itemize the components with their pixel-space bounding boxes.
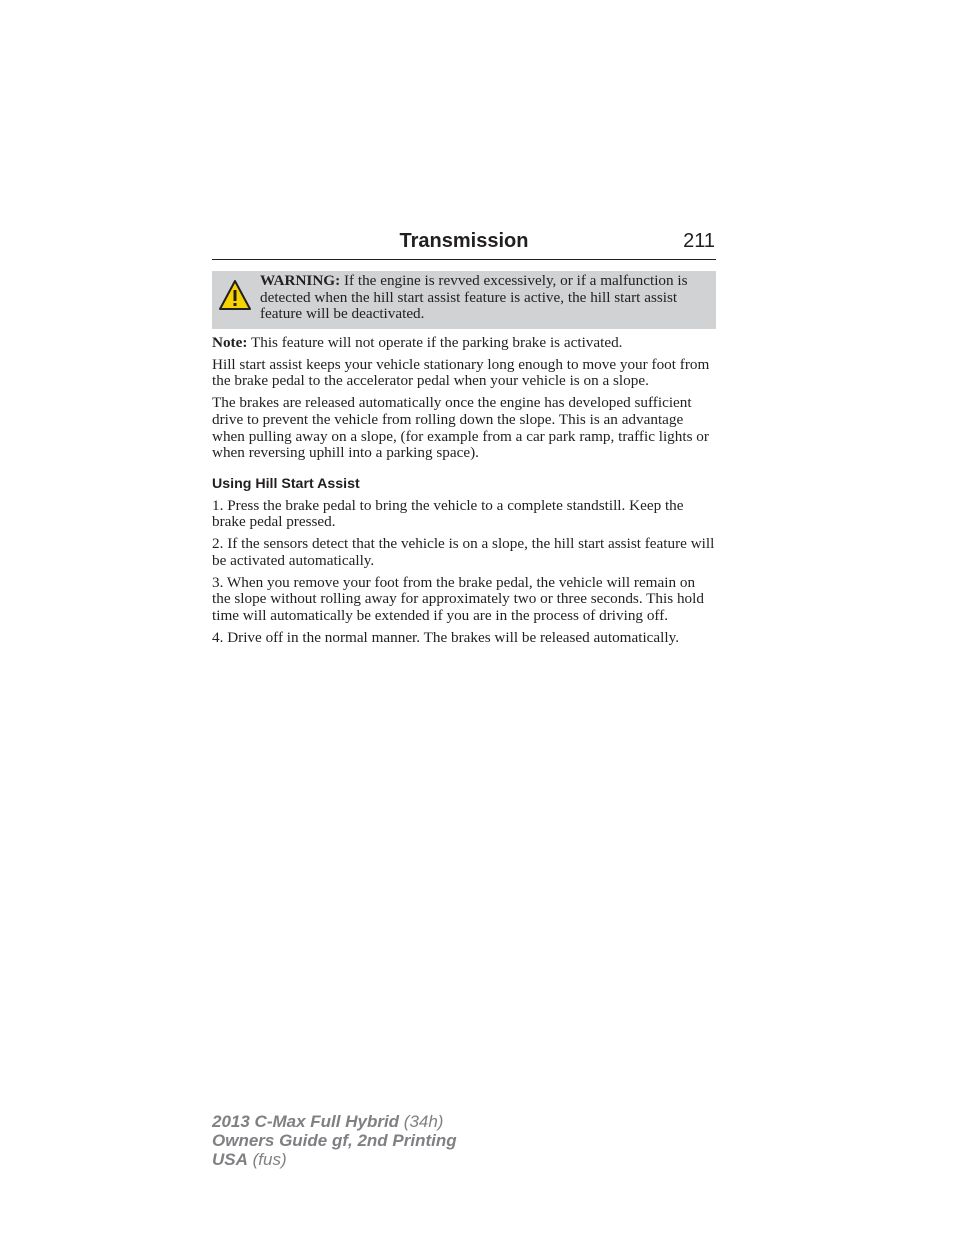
page-header <box>212 228 716 260</box>
footer-market: USA <box>212 1150 248 1169</box>
footer-market-code: (fus) <box>247 1150 287 1169</box>
footer <box>212 1112 457 1169</box>
footer-line-market <box>212 1150 457 1169</box>
page-content <box>212 271 716 652</box>
note-paragraph <box>212 335 716 352</box>
warning-triangle-icon <box>218 279 252 313</box>
note-text: This feature will not operate if the parking brake is activated. <box>247 333 623 351</box>
footer-model: 2013 C-Max Full Hybrid <box>212 1112 400 1131</box>
page-number: 211 <box>683 230 715 252</box>
footer-line-model <box>212 1112 457 1131</box>
step-item: 2. If the sensors detect that the vehicle is on a slope, the hill start assist feature will be activated automatically. <box>212 535 715 569</box>
section-title: Transmission <box>399 230 529 252</box>
body-paragraph: The brakes are released automatically once the engine has developed sufficient drive to prevent the vehicle from rolling down the slope. This is an advantage when pulling away on a slope, (for example from a car park ramp, traffic lights or when reversing uphill into a parking space). <box>212 394 709 462</box>
step-item: 1. Press the brake pedal to bring the vehicle to a complete standstill. Keep the brake pedal pressed. <box>212 496 684 531</box>
warning-box <box>212 271 716 329</box>
subheading: Using Hill Start Assist <box>212 475 360 492</box>
step-item: 4. Drive off in the normal manner. The brakes will be released automatically. <box>212 629 679 647</box>
footer-model-code: (34h) <box>399 1112 444 1131</box>
footer-line-guide <box>212 1131 457 1150</box>
warning-label: WARNING: <box>260 272 341 289</box>
body-paragraph: Hill start assist keeps your vehicle stationary long enough to move your foot from the brake pedal to the accelerator pedal when your vehicle is on a slope. <box>212 355 710 390</box>
warning-text: If the engine is revved excessively, or if a malfunction is detected when the hill start assist feature is active, the hill start assist feature will be deactivated. <box>260 272 688 323</box>
footer-guide: Owners Guide gf, 2nd Printing <box>212 1131 457 1150</box>
step-item: 3. When you remove your foot from the brake pedal, the vehicle will remain on the slope without rolling away for approximately two or three seconds. This hold time will automatically be extended if you are in the process of driving off. <box>212 573 704 625</box>
note-label: Note: <box>212 333 248 351</box>
